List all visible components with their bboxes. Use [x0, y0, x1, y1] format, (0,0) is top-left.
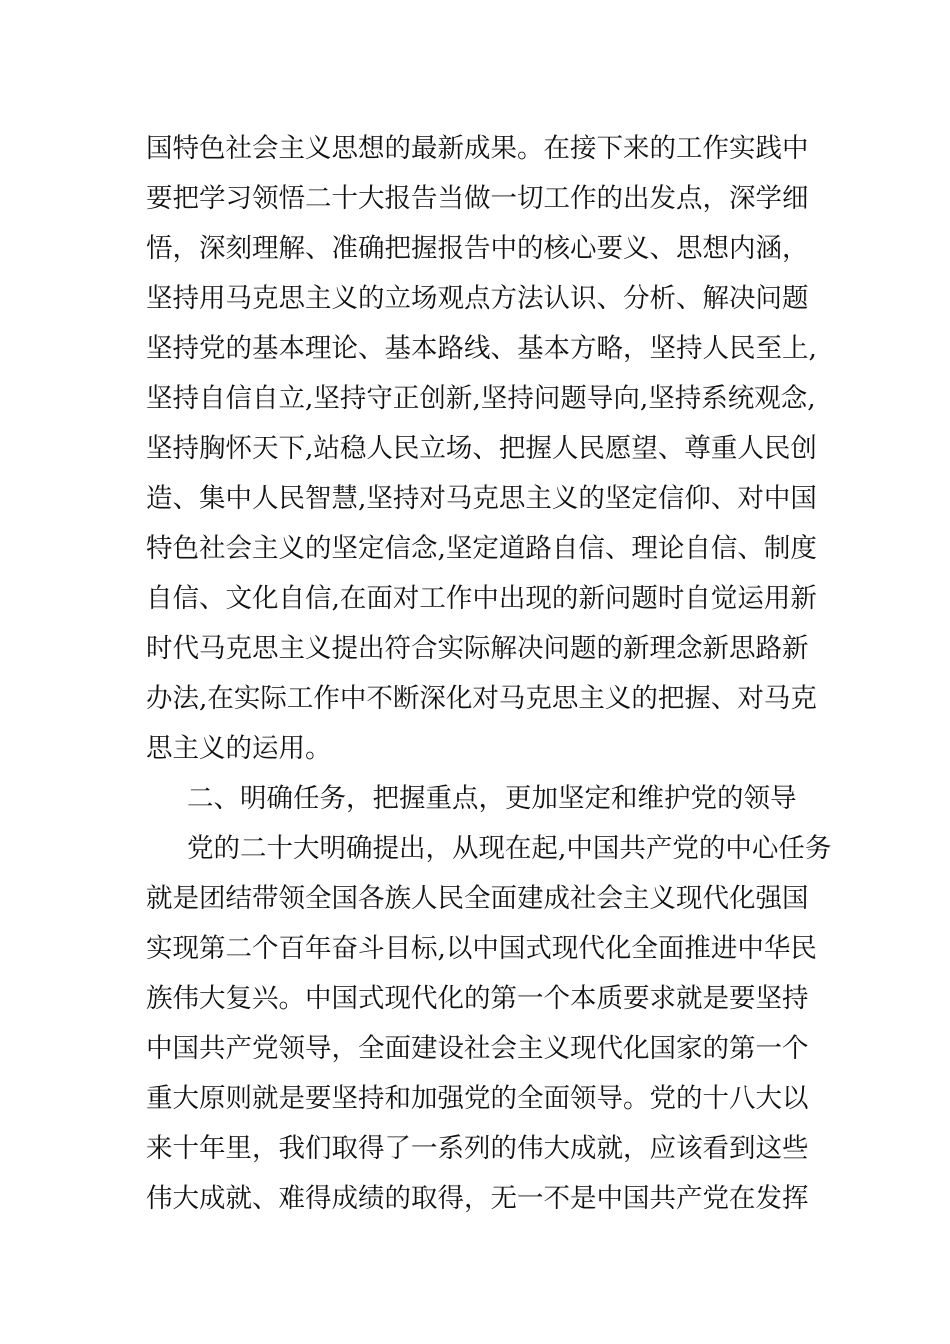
text-line: 造、集中人民智慧,坚持对马克思主义的坚定信仰、对中国	[146, 483, 817, 514]
text-line: 伟大成就、难得成绩的取得，无一不是中国共产党在发挥	[146, 1183, 809, 1214]
text-line: 要把学习领悟二十大报告当做一切工作的出发点，深学细	[146, 183, 809, 214]
text-line: 特色社会主义的坚定信念,坚定道路自信、理论自信、制度	[146, 533, 817, 564]
text-line: 来十年里，我们取得了一系列的伟大成就，应该看到这些	[146, 1133, 809, 1164]
text-line: 时代马克思主义提出符合实际解决问题的新理念新思路新	[146, 633, 809, 664]
section-heading: 二、明确任务，把握重点，更加坚定和维护党的领导	[187, 783, 797, 814]
text-line: 坚持胸怀天下,站稳人民立场、把握人民愿望、尊重人民创	[146, 433, 817, 464]
text-line: 坚持自信自立,坚持守正创新,坚持问题导向,坚持系统观念,	[146, 383, 816, 414]
text-line: 国特色社会主义思想的最新成果。在接下来的工作实践中	[146, 133, 809, 164]
text-line: 坚持党的基本理论、基本路线、基本方略，坚持人民至上,	[146, 333, 817, 364]
text-line: 族伟大复兴。中国式现代化的第一个本质要求就是要坚持	[146, 983, 809, 1014]
text-line: 思主义的运用。	[146, 733, 332, 764]
text-line: 自信、文化自信,在面对工作中出现的新问题时自觉运用新	[146, 583, 817, 614]
text-line: 坚持用马克思主义的立场观点方法认识、分析、解决问题	[146, 283, 809, 314]
text-line: 中国共产党领导，全面建设社会主义现代化国家的第一个	[146, 1033, 809, 1064]
text-line: 就是团结带领全国各族人民全面建成社会主义现代化强国	[146, 883, 809, 914]
body-text	[146, 124, 832, 1224]
text-line: 办法,在实际工作中不断深化对马克思主义的把握、对马克	[146, 683, 817, 714]
text-line: 实现第二个百年奋斗目标,以中国式现代化全面推进中华民	[146, 933, 817, 964]
text-line: 重大原则就是要坚持和加强党的全面领导。党的十八大以	[146, 1083, 809, 1114]
paragraph-first-line: 党的二十大明确提出，从现在起,中国共产党的中心任务	[187, 833, 832, 864]
text-line: 悟，深刻理解、准确把握报告中的核心要义、思想内涵，	[146, 233, 809, 264]
